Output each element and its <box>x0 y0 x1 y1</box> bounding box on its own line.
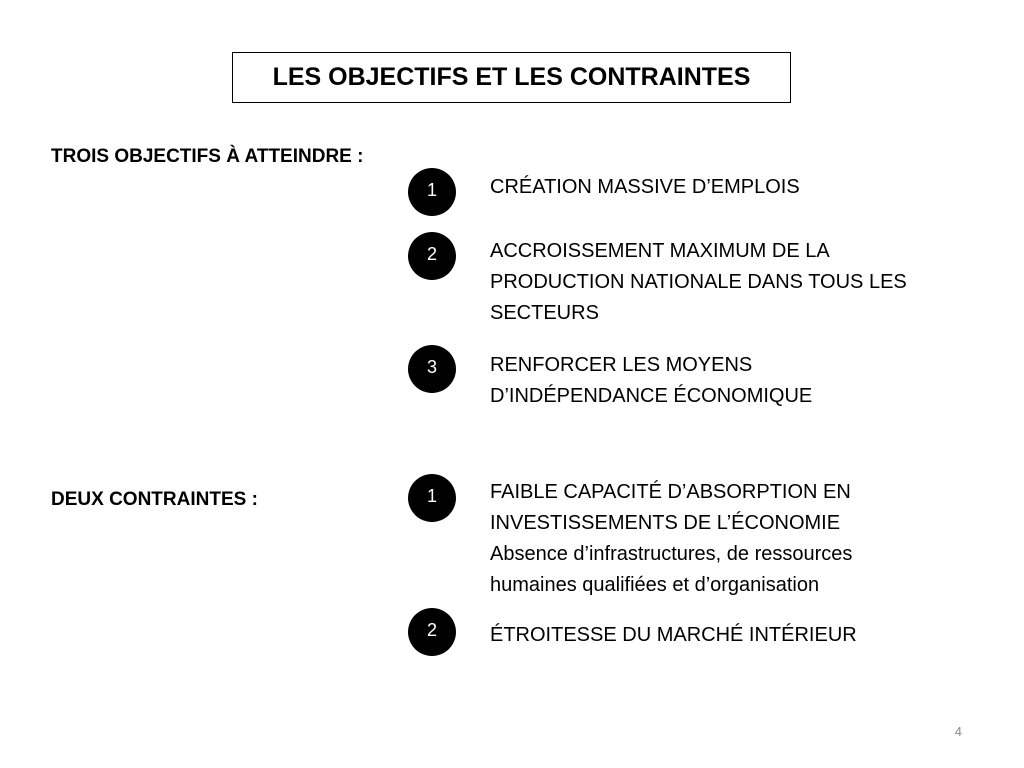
constraint-item-detail: Absence d’infrastructures, de ressources humaines qualifiées et d’organisation <box>490 543 853 596</box>
objective-number-badge: 1 <box>408 168 456 216</box>
constraint-number-badge: 2 <box>408 608 456 656</box>
objective-number-badge: 3 <box>408 345 456 393</box>
page-number: 4 <box>954 724 962 739</box>
constraint-item-text: ÉTROITESSE DU MARCHÉ INTÉRIEUR <box>490 624 857 646</box>
objectives-label: TROIS OBJECTIFS À ATTEINDRE : <box>51 146 364 167</box>
slide-title <box>232 52 791 103</box>
constraint-number-badge: 1 <box>408 474 456 522</box>
objective-item-text: RENFORCER LES MOYENS D’INDÉPENDANCE ÉCONOMIQUE <box>490 354 813 407</box>
constraint-item-text: FAIBLE CAPACITÉ D’ABSORPTION EN INVESTISSEMENTS DE L’ÉCONOMIE Absence d’infrastructures, de ressources humaines qualifiées et d’organisation <box>490 477 930 601</box>
slide-title-text: LES OBJECTIFS ET LES CONTRAINTES <box>272 63 751 91</box>
constraints-label: DEUX CONTRAINTES : <box>51 489 258 510</box>
objective-number-badge: 2 <box>408 232 456 280</box>
objective-item-text: CRÉATION MASSIVE D’EMPLOIS <box>490 176 800 198</box>
objective-item-text: ACCROISSEMENT MAXIMUM DE LA PRODUCTION NATIONALE DANS TOUS LES SECTEURS <box>490 240 907 324</box>
